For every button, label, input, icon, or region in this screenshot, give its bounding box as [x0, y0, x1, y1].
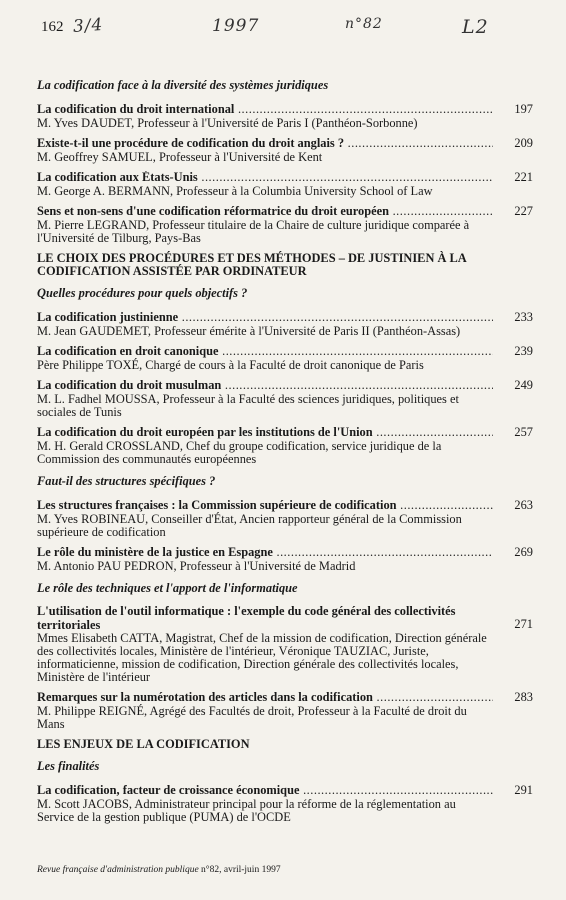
entry-author: M. Geoffrey SAMUEL, Professeur à l'Université de Kent — [37, 150, 323, 164]
entry-title[interactable]: Les structures françaises : la Commission supérieure de codification ..... — [37, 499, 493, 513]
entry-title[interactable]: Le rôle du ministère de la justice en Espagne ..... — [37, 546, 493, 560]
entry-page: 249 — [514, 378, 533, 392]
entry-page: 271 — [514, 617, 533, 631]
entry-title[interactable]: Existe-t-il une procédure de codification du droit anglais ? ..... — [37, 137, 493, 151]
entry-title[interactable]: Remarques sur la numérotation des articles dans la codification ..... — [37, 691, 493, 705]
handwritten-note: n°82 — [345, 16, 383, 32]
entry-page: 221 — [514, 170, 533, 184]
page-number: 162 — [41, 19, 64, 35]
entry-author: M. Jean GAUDEMET, Professeur émérite à l'Université de Paris II (Panthéon-Assas) — [37, 324, 461, 338]
entry-title[interactable]: La codification du droit musulman ..... — [37, 379, 493, 393]
toc-entry[interactable] — [37, 170, 533, 198]
entry-title[interactable]: L'utilisation de l'outil informatique : l'exemple du code général des collectivités territoriales — [37, 605, 456, 632]
entry-page: 197 — [514, 102, 533, 116]
toc-entry[interactable] — [37, 204, 533, 245]
toc-entry[interactable] — [37, 378, 533, 419]
entry-title[interactable]: La codification justinienne ..... — [37, 311, 493, 325]
entry-author: Père Philippe TOXÉ, Chargé de cours à la Faculté de droit canonique de Paris — [37, 358, 424, 372]
toc-entry[interactable] — [37, 605, 533, 684]
section-subtitle: Les finalités — [37, 759, 100, 773]
toc-entry[interactable] — [37, 783, 533, 824]
entry-author: M. Pierre LEGRAND, Professeur titulaire de la Chaire de culture juridique comparée à l'Université de Tilburg, Pays-Bas — [37, 218, 470, 245]
entry-author: M. Yves DAUDET, Professeur à l'Université de Paris I (Panthéon-Sorbonne) — [37, 116, 418, 130]
entry-author: M. Philippe REIGNÉ, Agrégé des Facultés de droit, Professeur à la Faculté de droit du Mans — [37, 704, 467, 731]
toc-entry[interactable] — [37, 136, 533, 164]
entry-page: 263 — [514, 498, 533, 512]
entry-page: 291 — [514, 783, 533, 797]
section-title: LES ENJEUX DE LA CODIFICATION — [37, 737, 250, 751]
toc-entry[interactable] — [37, 344, 533, 372]
entry-title[interactable]: La codification du droit européen par les institutions de l'Union ..... — [37, 426, 493, 440]
entry-page: 227 — [514, 204, 533, 218]
handwritten-note: 1997 — [212, 16, 260, 36]
section-title: LE CHOIX DES PROCÉDURES ET DES MÉTHODES – DE JUSTINIEN À LA CODIFICATION ASSISTÉE PAR ORDINATEUR — [37, 251, 467, 278]
entry-title[interactable]: La codification du droit international ..... — [37, 103, 493, 117]
entry-page: 283 — [514, 690, 533, 704]
footer — [37, 865, 281, 875]
journal-name: Revue française d'administration publique — [37, 865, 199, 875]
section-subtitle: Faut-il des structures spécifiques ? — [37, 474, 216, 488]
section-subtitle: Le rôle des techniques et l'apport de l'informatique — [37, 581, 298, 595]
handwritten-note: L2 — [462, 16, 489, 38]
entry-title[interactable]: Sens et non-sens d'une codification réformatrice du droit européen ..... — [37, 205, 493, 219]
section-subtitle: Quelles procédures pour quels objectifs ? — [37, 286, 248, 300]
entry-page: 233 — [514, 310, 533, 324]
entry-page: 209 — [514, 136, 533, 150]
entry-author: M. H. Gerald CROSSLAND, Chef du groupe codification, service juridique de la Commission des communautés européennes — [37, 439, 442, 466]
toc-entry[interactable] — [37, 425, 533, 466]
entry-author: Mmes Elisabeth CATTA, Magistrat, Chef de la mission de codification, Direction générale des collectivités locales, Ministère de l'intérieur, Véronique TAUZIAC, Juriste, informaticienne, mission de codification, Direction générale des collectivités locales, Ministère de l'intérieur — [37, 631, 487, 684]
entry-author: M. L. Fadhel MOUSSA, Professeur à la Faculté des sciences juridiques, politiques et sociales de Tunis — [37, 392, 459, 419]
entry-page: 239 — [514, 344, 533, 358]
handwritten-note: 3/4 — [72, 14, 105, 38]
journal-issue: n°82, avril-juin 1997 — [201, 865, 281, 875]
entry-title[interactable]: La codification aux États-Unis ..... — [37, 171, 493, 185]
entry-title[interactable]: La codification en droit canonique ..... — [37, 345, 493, 359]
toc-entry[interactable] — [37, 545, 533, 573]
table-of-contents — [37, 70, 533, 830]
entry-author: M. Yves ROBINEAU, Conseiller d'État, Ancien rapporteur général de la Commission supérieure de codification — [37, 512, 462, 539]
toc-entry[interactable] — [37, 310, 533, 338]
entry-author: M. Antonio PAU PEDRON, Professeur à l'Université de Madrid — [37, 559, 356, 573]
toc-entry[interactable] — [37, 690, 533, 731]
entry-title[interactable]: La codification, facteur de croissance économique ..... — [37, 784, 493, 798]
entry-page: 269 — [514, 545, 533, 559]
toc-entry[interactable] — [37, 498, 533, 539]
entry-author: M. George A. BERMANN, Professeur à la Columbia University School of Law — [37, 184, 433, 198]
section-subtitle: La codification face à la diversité des systèmes juridiques — [37, 78, 329, 92]
entry-page: 257 — [514, 425, 533, 439]
entry-author: M. Scott JACOBS, Administrateur principal pour la réforme de la réglementation au Service de la gestion publique (PUMA) de l'OCDE — [37, 797, 456, 824]
toc-entry[interactable] — [37, 102, 533, 130]
